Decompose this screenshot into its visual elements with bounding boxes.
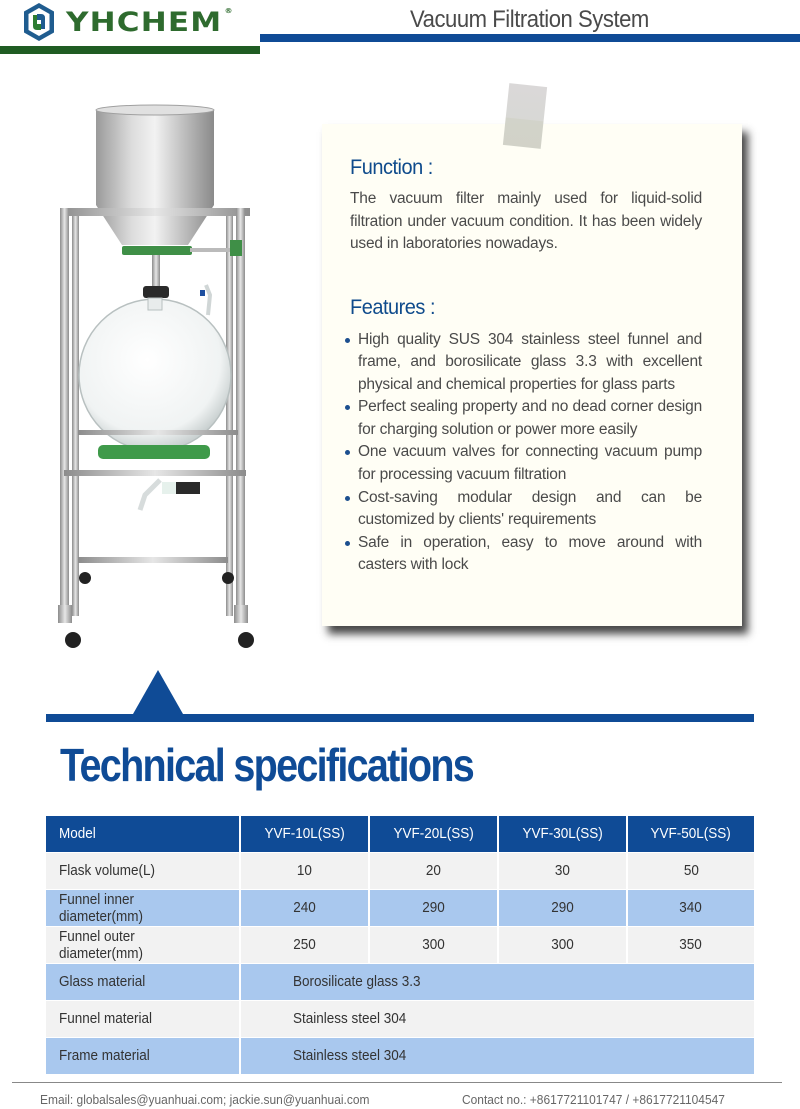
row-label: Funnel material [46,1001,239,1037]
table-cell: 290 [370,890,497,926]
feature-item: High quality SUS 304 stainless steel funnel and frame, and borosilicate glass 3.3 with excellent physical and chemical properties for glass parts [345,329,702,397]
footer-contact: Contact no.: +8617721101747 / +8617721104547 [462,1092,725,1107]
yhchem-logo-icon [22,2,56,42]
header-cell: YVF-20L(SS) [370,816,497,852]
bullet-icon [345,541,350,546]
row-label: Glass material [46,964,239,1000]
brand-name: YHCHEM ® [66,6,234,38]
table-row [46,964,754,1000]
bullet-icon [345,450,350,455]
table-cell: 30 [499,853,626,889]
bullet-icon [345,338,350,343]
footer-divider [12,1082,782,1083]
header-cell: YVF-30L(SS) [499,816,626,852]
row-label: Funnel outer diameter(mm) [46,927,239,963]
feature-item: Safe in operation, easy to move around with casters with lock [345,532,702,577]
table-cell: 340 [628,890,754,926]
header-cell: YVF-10L(SS) [241,816,368,852]
table-cell: 350 [628,927,754,963]
company-logo [22,2,234,42]
table-row [46,890,754,926]
table-cell: 290 [499,890,626,926]
table-cell: 20 [370,853,497,889]
features-heading: Features : [350,295,436,319]
header-blue-bar [260,34,800,42]
vacuum-filter-product-image [50,100,270,660]
table-cell: 300 [370,927,497,963]
table-cell: 10 [241,853,368,889]
section-divider [46,714,754,722]
feature-item: Cost-saving modular design and can be customized by clients' requirements [345,487,702,532]
specs-table [46,816,754,1075]
table-cell: 240 [241,890,368,926]
table-cell: Stainless steel 304 [241,1038,754,1074]
table-cell: 300 [499,927,626,963]
tape-decoration [503,83,547,149]
table-row [46,1001,754,1037]
feature-item: One vacuum valves for connecting vacuum pump for processing vacuum filtration [345,441,702,486]
table-cell: 50 [628,853,754,889]
table-cell: 250 [241,927,368,963]
header-green-bar [0,46,260,54]
table-cell: Borosilicate glass 3.3 [241,964,754,1000]
table-row [46,927,754,963]
table-cell: Stainless steel 304 [241,1001,754,1037]
footer-email: Email: globalsales@yuanhuai.com; jackie.sun@yuanhuai.com [40,1092,370,1107]
page-title: Vacuum Filtration System [410,6,649,33]
info-card [322,124,742,626]
divider-triangle-icon [133,670,183,714]
bullet-icon [345,496,350,501]
row-label: Flask volume(L) [46,853,239,889]
table-header-row [46,816,754,852]
function-heading: Function : [350,156,433,179]
feature-list [345,329,702,578]
header-cell: Model [46,816,239,852]
table-row [46,853,754,889]
header-cell: YVF-50L(SS) [628,816,754,852]
specs-heading: Technical specifications [60,739,474,791]
feature-item: Perfect sealing property and no dead corner design for charging solution or power more easily [345,396,702,441]
function-text: The vacuum filter mainly used for liquid-solid filtration under vacuum condition. It has been widely used in laboratories nowadays. [350,190,702,252]
row-label: Funnel inner diameter(mm) [46,890,239,926]
row-label: Frame material [46,1038,239,1074]
bullet-icon [345,405,350,410]
table-row [46,1038,754,1074]
